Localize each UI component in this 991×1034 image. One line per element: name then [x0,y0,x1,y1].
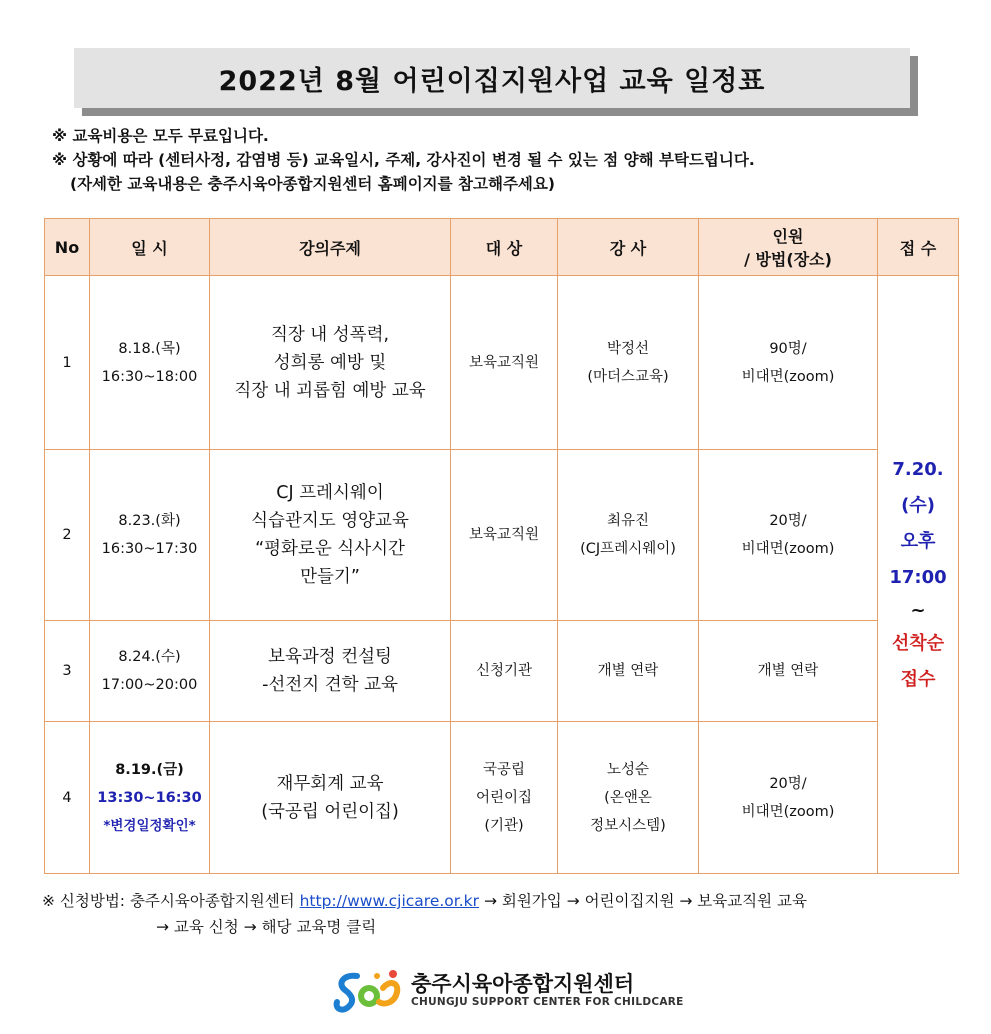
row-instructor [558,276,699,450]
header-capacity-line2: / 방법(장소) [744,250,832,269]
row-time: 17:00~20:00 [101,677,198,693]
row-capacity [699,621,878,722]
center-name-english: CHUNGJU SUPPORT CENTER FOR CHILDCARE [411,996,684,1008]
row-topic [210,621,451,722]
topic-line: 식습관지도 영양교육 [251,511,409,531]
header-date: 일 시 [90,219,210,276]
childcare-center-logo-icon [333,966,407,1016]
row-datetime [90,722,210,874]
instructor-line: 정보시스템) [590,817,666,834]
table-header-row [45,219,959,276]
homepage-link[interactable]: http://www.cjicare.or.kr [299,892,479,910]
row-instructor [558,450,699,621]
notice-homepage: (자세한 교육내용은 충주시육아종합지원센터 홈페이지를 참고해주세요) [70,175,555,193]
table-row [45,621,959,722]
registration-ampm: 오후 [900,530,936,552]
capacity-line: 비대면(zoom) [741,368,835,385]
row-datetime [90,621,210,722]
row-target [451,722,558,874]
row-datetime [90,276,210,450]
registration-cell [878,276,959,874]
row-capacity [699,276,878,450]
instructor-line: 박정선 [606,340,650,357]
topic-line: 보육과정 컨설팅 [268,647,392,667]
registration-day: (수) [901,494,935,516]
row-no: 1 [45,276,90,450]
row-datetime [90,450,210,621]
capacity-line: 20명/ [769,513,807,529]
topic-line: 직장 내 괴롭힘 예방 교육 [234,380,426,401]
capacity-line: 20명/ [769,775,807,792]
topic-line: -선전지 견학 교육 [262,675,398,695]
capacity-line: 개별 연락 [757,663,819,679]
center-name-korean: 충주시육아종합지원센터 [411,972,635,996]
row-capacity [699,722,878,874]
table-row [45,276,959,450]
instructor-line: 노성순 [606,761,650,778]
row-target [451,621,558,722]
row-target [451,450,558,621]
topic-line: CJ 프레시웨이 [276,483,384,503]
registration-tilde: ~ [910,599,926,621]
topic-line: 재무회계 교육 [276,773,384,794]
notice-block [52,124,755,196]
row-time: 16:30~18:00 [101,368,198,385]
instructor-line: (CJ프레시웨이) [580,541,676,557]
header-instructor: 강 사 [558,219,699,276]
row-topic [210,450,451,621]
target-line: 보육교직원 [468,354,540,371]
apply-prefix: ※ 신청방법: 충주시육아종합지원센터 [42,892,295,910]
registration-date: 7.20. [892,458,944,480]
instructor-line: (마더스교육) [587,368,669,385]
header-topic: 강의주제 [210,219,451,276]
target-line: 보육교직원 [468,527,540,543]
topic-line: 성희롱 예방 및 [273,352,387,373]
registration-label: 접수 [900,668,936,690]
apply-suffix: → 회원가입 → 어린이집지원 → 보육교직원 교육 [483,892,808,910]
apply-line-2: → 교육 신청 → 해당 교육명 클릭 [156,918,377,936]
header-registration: 접 수 [878,219,959,276]
target-line: (기관) [484,817,524,834]
row-topic [210,722,451,874]
notice-free: ※ 교육비용은 모두 무료입니다. [52,127,269,145]
table-row [45,450,959,621]
row-date: 8.23.(화) [118,513,181,529]
row-topic [210,276,451,450]
row-capacity [699,450,878,621]
row-date: 8.18.(목) [118,340,181,357]
header-capacity [699,219,878,276]
title-banner [74,48,910,108]
capacity-line: 비대면(zoom) [741,541,835,557]
header-no: No [45,219,90,276]
schedule-table [44,218,959,874]
registration-first-come: 선착순 [891,632,945,654]
row-time: 16:30~17:30 [101,541,198,557]
row-target [451,276,558,450]
row-instructor [558,621,699,722]
target-line: 신청기관 [475,663,533,679]
apply-instructions [42,888,807,940]
instructor-line: 개별 연락 [597,663,659,679]
row-time: 13:30~16:30 [97,789,202,806]
target-line: 국공립 [482,761,526,778]
row-instructor [558,722,699,874]
row-no: 2 [45,450,90,621]
header-target: 대 상 [451,219,558,276]
row-date: 8.19.(금) [115,761,184,778]
row-date: 8.24.(수) [118,649,181,665]
topic-line: 직장 내 성폭력, [270,324,390,345]
capacity-line: 비대면(zoom) [741,803,835,820]
notice-change: ※ 상황에 따라 (센터사정, 감염병 등) 교육일시, 주제, 강사진이 변경 될 수 있는 점 양해 부탁드립니다. [52,151,755,169]
row-no: 3 [45,621,90,722]
instructor-line: (온앤온 [604,789,652,806]
topic-line: “평화로운 식사시간 [255,539,405,559]
topic-line: 만들기” [300,567,360,587]
row-change-note: *변경일정확인* [103,817,196,834]
capacity-line: 90명/ [769,340,807,357]
table-row [45,722,959,874]
header-capacity-line1: 인원 [772,227,804,246]
footer-logo [333,966,684,1016]
apply-line-1 [42,888,807,914]
row-no: 4 [45,722,90,874]
target-line: 어린이집 [475,789,533,806]
page-title: 2022년 8월 어린이집지원사업 교육 일정표 [74,48,910,108]
topic-line: (국공립 어린이집) [261,801,399,822]
instructor-line: 최유진 [606,513,650,529]
registration-time: 17:00 [889,566,947,588]
